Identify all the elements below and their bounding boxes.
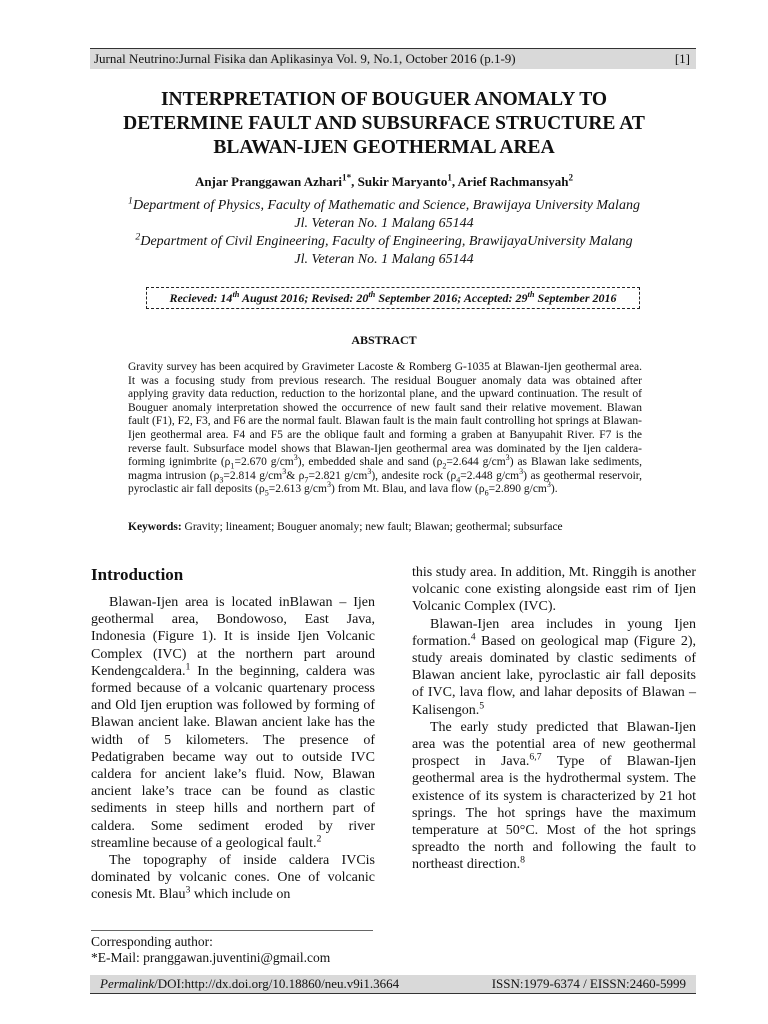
intro-paragraph-2-continued: this study area. In addition, Mt. Ringgih is another volcanic cone existing alongside east rim of Ijen Volcanic Complex (IVC). (412, 565, 696, 615)
affiliation-1-line-1: Department of Physics, Faculty of Mathematic and Science, Brawijaya University Malang (132, 198, 640, 213)
introduction-heading: Introduction (91, 565, 184, 584)
author-email[interactable]: *E-Mail: pranggawan.juventini@gmail.com (91, 950, 331, 965)
author-1: Anjar Pranggawan Azhari (194, 174, 343, 189)
intro-paragraph-1: Blawan-Ijen area is located inBlawan – Ijen geothermal area, Bondowoso, East Java, Indonesia (Figure 1). It is inside Ijen Volcanic Complex (IVC) at the northern part around Kendengcaldera.$^1$ In the beginning, caldera was formed because of a volcanic quartenary process and Old Ijen eruption was followed by forming of Blawan ancient lake. Blawan ancient lake has the width of 5 kilometers. The presence of Pedatigraben became way out to outside IVC caldera for ancient lake’s fluid. Now, Blawan ancient lake’s trace can be found as clastic sediments in steep hills and northern part of caldera. Some sediment eroded by river streamline because of a geological fault.$^2$ (91, 595, 375, 851)
page-number: [1] (674, 51, 690, 66)
footnote-divider (91, 930, 373, 931)
running-footer (90, 975, 696, 994)
intro-paragraph-3: Blawan-Ijen area includes in young Ijen formation.$^4$ Based on geological map (Figure 2), study areais dominated by clastic sediments of Blawan ancient lake, pyroclastic air fall deposits of IVC, lava flow, and lahar deposits of Blawan – Kalisengon.$^5$ (412, 616, 696, 718)
author-1-affil: 1* (342, 172, 352, 183)
affiliation-2 (60, 233, 708, 269)
corresponding-author-note (91, 934, 491, 966)
intro-paragraph-2: The topography of inside caldera IVCis dominated by volcanic cones. One of volcanic conesis Mt. Blau$^3$ which include on (91, 853, 375, 903)
revised-date: Revised: 20th September 2016; (311, 290, 464, 305)
submission-dates (146, 287, 640, 309)
body-column-right (412, 564, 696, 874)
affiliation-2-line-1: Department of Civil Engineering, Faculty of Engineering, BrawijayaUniversity Malang (140, 234, 633, 249)
keywords (128, 521, 642, 533)
title-line-3: BLAWAN-IJEN GEOTHERMAL AREA (213, 137, 555, 158)
affiliation-2-line-2: Jl. Veteran No. 1 Malang 65144 (294, 252, 474, 267)
abstract-heading: ABSTRACT (351, 333, 417, 347)
title-line-1: INTERPRETATION OF BOUGUER ANOMALY TO (160, 89, 608, 110)
intro-paragraph-4: The early study predicted that Blawan-Ijen area was the potential area of new geothermal prospect in Java.$^{6,7}$ Type of Blawan-Ijen geothermal area is the hydrothermal system. The existence of its system is characterized by 21 hot springs. The hot springs have the maximum temperature at 50°C. Most of the hot springs spreadto the north and following the fault to northeast direction.$^8$ (412, 719, 696, 873)
received-date: Recieved: 14th August 2016; (169, 290, 312, 305)
journal-citation: Jurnal Neutrino:Jurnal Fisika dan Aplikasinya Vol. 9, No.1, October 2016 (p.1-9) (94, 51, 516, 66)
affiliation-1-number: 1 (128, 195, 133, 207)
affiliation-1 (60, 197, 708, 233)
affiliation-1-line-2: Jl. Veteran No. 1 Malang 65144 (294, 216, 474, 231)
affiliation-2-number: 2 (135, 231, 141, 243)
title-line-2: DETERMINE FAULT AND SUBSURFACE STRUCTURE AT (123, 113, 645, 134)
accepted-date: Accepted: 29th September 2016 (463, 290, 617, 305)
body-column-left (91, 564, 375, 904)
author-3-affil: 2 (568, 172, 574, 183)
abstract-body: Gravity survey has been acquired by Gravimeter Lacoste & Romberg G-1035 at Blawan-Ijen geothermal area. It was a focusing study from previous research. The residual Bouguer anomaly data was obtained after applying gravity data reduction, reduction to the horizontal plane, and the upward continuation. The result of Bouguer anomaly interpretation showed the occurrence of new fault sand their relative movement. Blawan fault (F1), F2, F3, and F6 are the normal fault. Blawan fault is the main fault controlling hot springs at Blawan-Ijen geothermal area. F4 and F5 are the oblique fault and forming a graben at Banyupahit River. F7 is the reverse fault. Subsurface model shows that Blawan-Ijen geothermal area was dominated by the Ijen caldera-forming ignimbrite ($\rho_1=2.670$ $g/cm^3$), embedded shale and sand ($\rho_2=2.644$ $g/cm^3$) as Blawan lake sediments, magma intrusion ($\rho_3=2.814$ $g/cm^3\&$ $\rho_7=2.821$ $g/cm^3$), andesite rock ($\rho_4=2.448$ $g/cm^3$) as geothermal reservoir, pyroclastic air fall deposits ($\rho_5=2.613$ $g/cm^3$) from Mt. Blau, and lava flow ($\rho_6=2.890$ $g/cm^3$). (128, 361, 643, 498)
keywords-text: Gravity; lineament; Bouguer anomaly; new fault; Blawan; geothermal; subsurface (181, 521, 563, 533)
author-list (60, 174, 708, 190)
paper-title (60, 88, 708, 160)
keywords-label: Keywords: (128, 521, 182, 533)
running-header (90, 48, 696, 69)
author-3: , Arief Rachmansyah (451, 174, 569, 189)
author-2: , Sukir Maryanto (351, 174, 448, 189)
doi-link[interactable]: Permalink/DOI:http://dx.doi.org/10.18860/neu.v9i1.3664 (100, 976, 400, 991)
author-2-affil: 1 (447, 172, 452, 183)
issn-info: ISSN:1979-6374 / EISSN:2460-5999 (491, 976, 686, 991)
footnote-label: Corresponding author: (91, 934, 213, 949)
